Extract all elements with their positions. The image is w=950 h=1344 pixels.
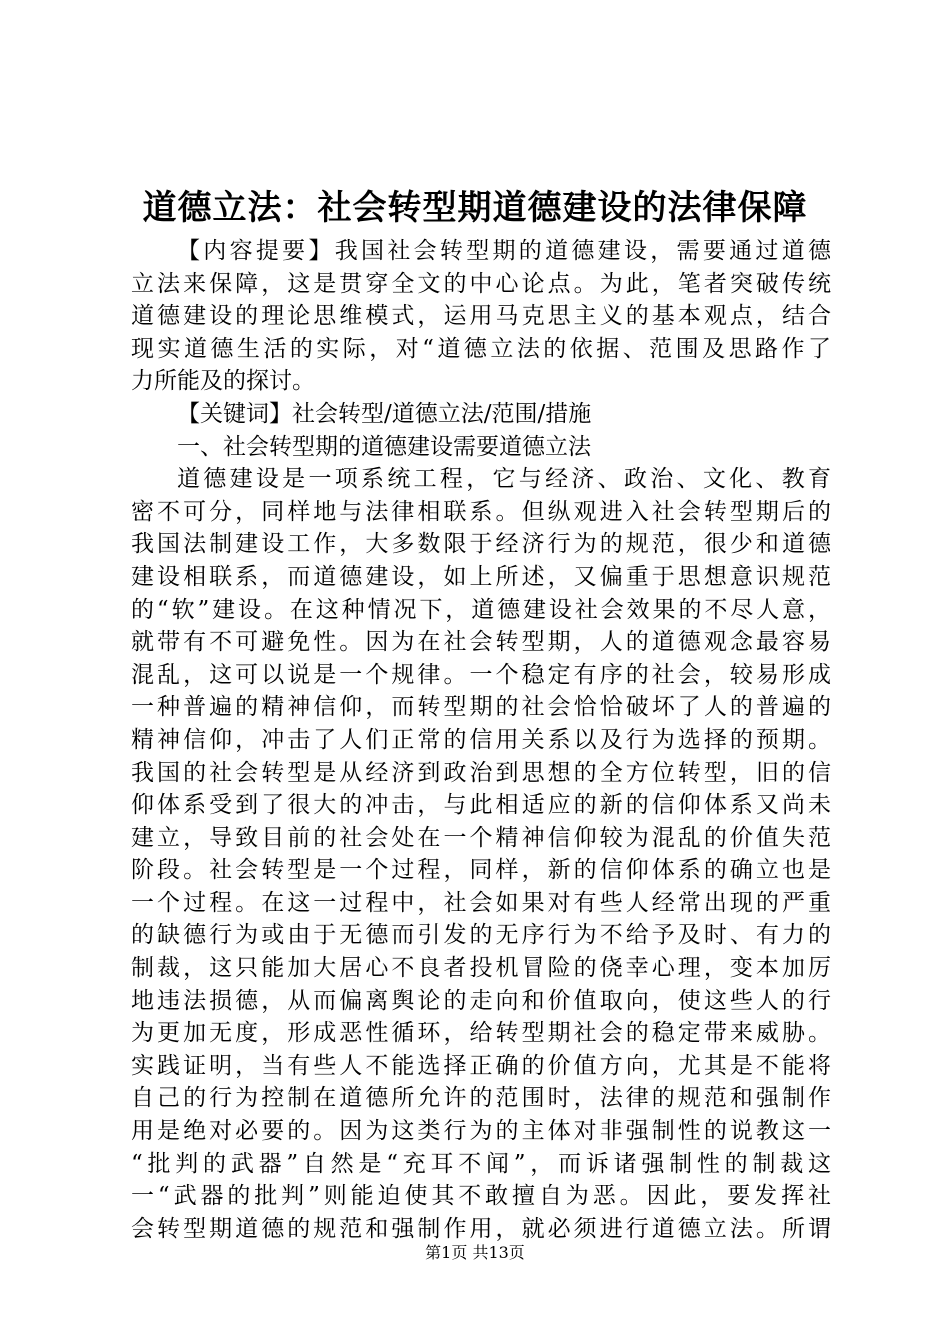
paragraph-line: 就带有不可避免性。因为在社会转型期，人的道德观念最容易: [131, 629, 831, 656]
paragraph-line: 地违法损德，从而偏离舆论的走向和价值取向，使这些人的行: [131, 987, 831, 1014]
abstract-line: 道德建设的理论思维模式，运用马克思主义的基本观点，结合: [131, 303, 831, 330]
paragraph-line: 一个过程。在这一过程中，社会如果对有些人经常出现的严重: [131, 889, 831, 916]
paragraph-line: 精神信仰，冲击了人们正常的信用关系以及行为选择的预期。: [131, 726, 831, 753]
abstract-line: 力所能及的探讨。: [131, 368, 315, 395]
section-heading: 一、社会转型期的道德建设需要道德立法: [177, 433, 591, 460]
paragraph-line: 一种普遍的精神信仰，而转型期的社会恰恰破坏了人的普遍的: [131, 694, 831, 721]
paragraph-line: 道德建设是一项系统工程，它与经济、政治、文化、教育: [177, 466, 831, 493]
abstract-line: 立法来保障，这是贯穿全文的中心论点。为此，笔者突破传统: [131, 270, 831, 297]
page-number: 第1页 共13页: [425, 1243, 525, 1262]
paragraph-line: 的“软”建设。在这种情况下，道德建设社会效果的不尽人意，: [131, 596, 831, 623]
paragraph-line: 实践证明，当有些人不能选择正确的价值方向，尤其是不能将: [131, 1052, 831, 1079]
document-body: [131, 235, 831, 1245]
paragraph-line: 混乱，这可以说是一个规律。一个稳定有序的社会，较易形成: [131, 661, 831, 688]
paragraph-line: 建立，导致目前的社会处在一个精神信仰较为混乱的价值失范: [131, 824, 831, 851]
paragraph-line: 为更加无度，形成恶性循环，给转型期社会的稳定带来威胁。: [131, 1020, 831, 1047]
abstract-line: 【内容提要】我国社会转型期的道德建设，需要通过道德: [177, 238, 831, 264]
document-title: 道德立法：社会转型期道德建设的法律保障: [142, 188, 808, 228]
paragraph-line: 一“武器的批判”则能迫使其不敢擅自为恶。因此，要发挥社: [131, 1183, 831, 1210]
paragraph-line: 自己的行为控制在道德所允许的范围时，法律的规范和强制作: [131, 1085, 831, 1112]
paragraph-line: 我国法制建设工作，大多数限于经济行为的规范，很少和道德: [131, 531, 831, 558]
paragraph-line: “批判的武器”自然是“充耳不闻”，而诉诸强制性的制裁这: [131, 1150, 831, 1177]
paragraph-line: 仰体系受到了很大的冲击，与此相适应的新的信仰体系又尚未: [131, 792, 831, 819]
abstract-line: 现实道德生活的实际，对“道德立法的依据、范围及思路作了: [131, 335, 831, 362]
paragraph-line: 密不可分，同样地与法律相联系。但纵观进入社会转型期后的: [131, 498, 831, 525]
keywords-line: 【关键词】社会转型/道德立法/范围/措施: [177, 400, 592, 427]
paragraph-line: 我国的社会转型是从经济到政治到思想的全方位转型，旧的信: [131, 759, 831, 786]
paragraph-line: 用是绝对必要的。因为这类行为的主体对非强制性的说教这一: [131, 1118, 831, 1145]
paragraph-line: 会转型期道德的规范和强制作用，就必须进行道德立法。所谓: [131, 1215, 831, 1242]
paragraph-line: 的缺德行为或由于无德而引发的无序行为不给予及时、有力的: [131, 922, 831, 949]
paragraph-line: 建设相联系，而道德建设，如上所述，又偏重于思想意识规范: [131, 563, 831, 590]
paragraph-line: 制裁，这只能加大居心不良者投机冒险的侥幸心理，变本加厉: [131, 955, 831, 982]
paragraph-line: 阶段。社会转型是一个过程，同样，新的信仰体系的确立也是: [131, 857, 831, 884]
